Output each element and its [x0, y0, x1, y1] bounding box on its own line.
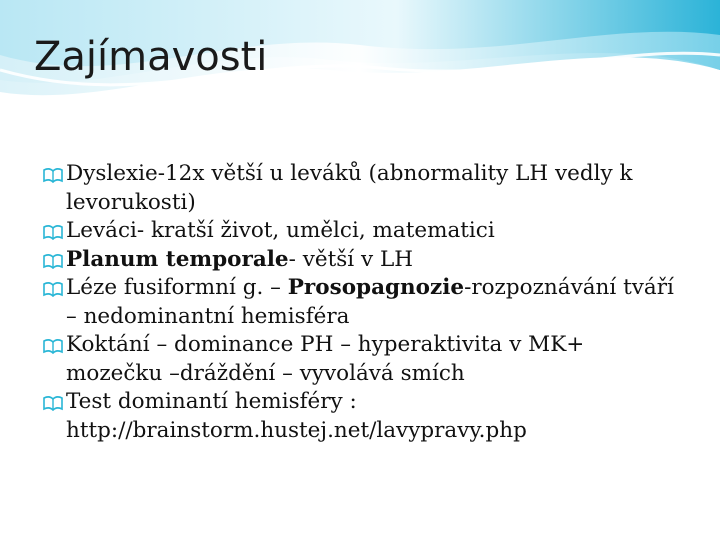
bullet-item — [42, 331, 682, 388]
book-icon — [42, 166, 64, 184]
bullet-list — [42, 160, 682, 445]
bullet-text: - větší v LH — [288, 246, 413, 272]
bullet-text: Dyslexie-12x větší u leváků (abnormality LH vedly k levorukosti) — [66, 161, 633, 215]
book-icon — [42, 252, 64, 270]
bullet-text: Leváci- kratší život, umělci, matematici — [66, 218, 495, 243]
book-icon — [42, 337, 64, 355]
bullet-item — [42, 160, 682, 217]
slide-title: Zajímavosti — [34, 34, 268, 80]
bullet-text: Koktání – dominance PH – hyperaktivita v MK+ mozečku –dráždění – vyvolává smích — [66, 332, 585, 386]
bullet-text: Test dominantí hemisféry : http://brainstorm.hustej.net/lavypravy.php — [66, 389, 527, 443]
bullet-item — [42, 388, 682, 445]
bullet-item — [42, 274, 682, 331]
bullet-item — [42, 246, 682, 275]
book-icon — [42, 394, 64, 412]
bullet-bold-text: Planum temporale — [66, 246, 289, 272]
bullet-text: -rozpoznávání tváří – nedominantní hemisféra — [66, 275, 674, 329]
bullet-text: Léze fusiformní g. – — [66, 275, 288, 300]
book-icon — [42, 280, 64, 298]
book-icon — [42, 223, 64, 241]
bullet-item — [42, 217, 682, 246]
bullet-bold-text: Prosopagnozie — [287, 275, 465, 300]
